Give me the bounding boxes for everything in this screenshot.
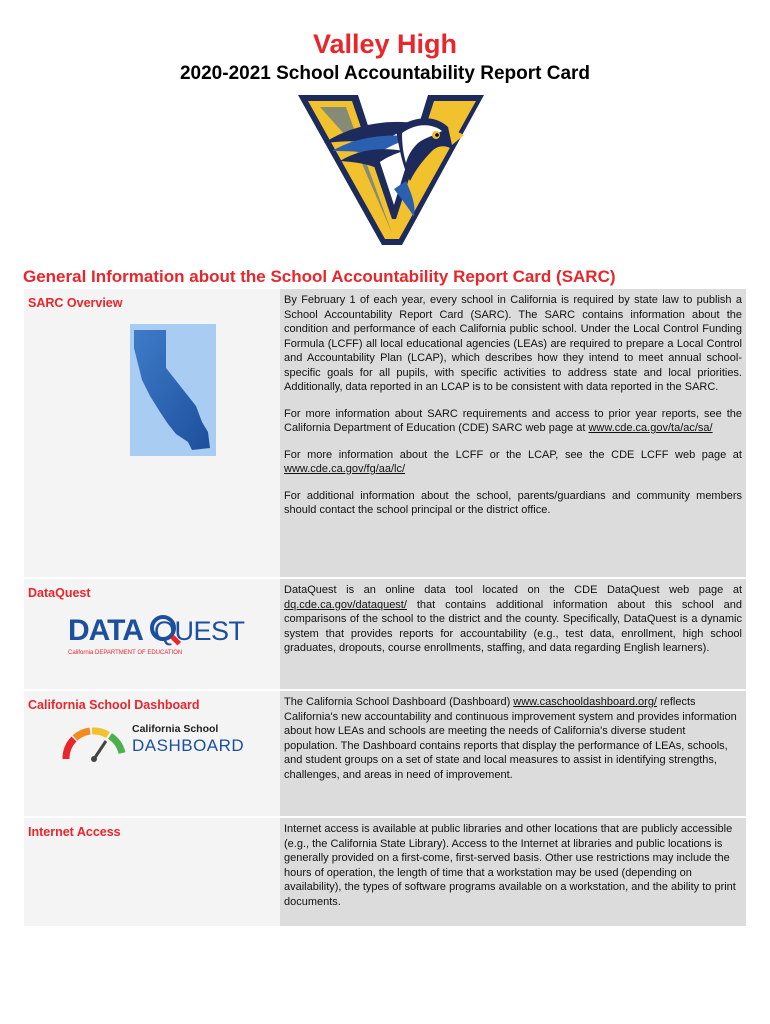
- table-row-internet-access: [24, 818, 746, 928]
- sarc-p3-text: For more information about the LCFF or the LCAP, see the CDE LCFF web page at: [284, 448, 742, 461]
- sarc-paragraph-1: By February 1 of each year, every school in California is required by state law to publish a School Accountability Report Card (SARC). The SARC contains information about the condition and performance of each California public school. Under the Local Control Funding Formula (LCFF) all local educational agencies (LEAs) are required to prepare a Local Control and Accountability Plan (LCAP), which describes how they intend to meet annual school-specific goals for all pupils, with specific activities to address state and local priorities. Additionally, data reported in an LCAP is to be consistent with data reported in the SARC.: [284, 294, 742, 393]
- dashboard-text-after: reflects California's new accountability and continuous improvement system and provides information about how LEAs and schools are meeting the needs of California's diverse student population. The Dashboard contains reports that display the performance of LEAs, schools, and student groups on a set of state and local measures to assist in identifying strengths, challenges, and areas in need of improvement.: [284, 696, 737, 781]
- dataquest-logo: [68, 613, 245, 659]
- label-cell: [24, 289, 280, 577]
- sarc-p2-text: For more information about SARC requirements and access to prior year reports, see the California Department of Education (CDE) SARC web page at: [284, 407, 742, 434]
- school-name: Valley High: [312, 29, 458, 59]
- section-heading: General Information about the School Accountability Report Card (SARC): [23, 267, 616, 286]
- internet-paragraph: Internet access is available at public libraries and other locations that are publicly accessible (e.g., the California State Library). Access to the Internet at libraries and public locations is generally provided on a first-come, first-served basis. Other use restrictions may include the hours of operation, the length of time that a workstation may be used (depending on availability), the types of software programs available on a workstation, and the ability to print documents.: [284, 823, 736, 908]
- dataquest-link[interactable]: dq.cde.ca.gov/dataquest/: [284, 598, 407, 611]
- internet-access-label: Internet Access: [28, 825, 121, 839]
- report-title: 2020-2021 School Accountability Report Card: [179, 63, 591, 84]
- sarc-overview-label: SARC Overview: [28, 296, 123, 310]
- dashboard-text: [280, 691, 746, 816]
- table-row-sarc-overview: [24, 289, 746, 579]
- label-cell: [24, 691, 280, 816]
- dataquest-logo-data: DATA: [68, 614, 143, 647]
- table-row-dataquest: [24, 579, 746, 691]
- sarc-paragraph-4: For additional information about the school, parents/guardians and community members should contact the school principal or the district office.: [284, 489, 742, 516]
- dashboard-paragraph: [284, 695, 742, 782]
- dashboard-gauge-icon: [60, 723, 128, 763]
- dataquest-paragraph: [284, 583, 742, 656]
- sarc-paragraph-2: [284, 407, 742, 436]
- sarc-web-page-link[interactable]: www.cde.ca.gov/ta/ac/sa/: [588, 422, 713, 434]
- table-row-dashboard: [24, 691, 746, 818]
- dashboard-logo-line1: California School: [132, 723, 219, 735]
- dashboard-logo-line2: DASHBOARD: [132, 736, 245, 755]
- sarc-paragraph-3: [284, 448, 742, 477]
- sarc-info-table: [24, 289, 746, 928]
- dataquest-label: DataQuest: [28, 586, 91, 600]
- dataquest-logo-tagline: California DEPARTMENT OF EDUCATION: [68, 650, 183, 656]
- label-cell: [24, 818, 280, 926]
- dashboard-text-before: The California School Dashboard (Dashboard): [284, 696, 511, 708]
- dashboard-link[interactable]: www.caschooldashboard.org/: [513, 696, 657, 708]
- label-cell: [24, 579, 280, 689]
- sarc-overview-text: [280, 289, 746, 577]
- dataquest-logo-quest: QUEST: [154, 616, 245, 646]
- lcff-web-page-link[interactable]: www.cde.ca.gov/fg/aa/lc/: [284, 463, 406, 475]
- valley-high-logo-icon: [296, 85, 486, 250]
- dashboard-label: California School Dashboard: [28, 698, 200, 712]
- internet-access-text: [280, 818, 746, 926]
- dashboard-logo: [60, 721, 250, 765]
- dataquest-text-before: DataQuest is an online data tool located on the CDE DataQuest web page at: [284, 584, 742, 596]
- dataquest-text: [280, 579, 746, 689]
- dataquest-text-after: that contains additional information about this school and comparisons of the school to the district and the county. Specifically, DataQuest is a dynamic system that provides reports for accountability (e.g., test data, enrollment, high school graduates, dropouts, course enrollments, staffing, and data regarding English learners).: [284, 598, 743, 654]
- california-map-icon: [130, 324, 216, 456]
